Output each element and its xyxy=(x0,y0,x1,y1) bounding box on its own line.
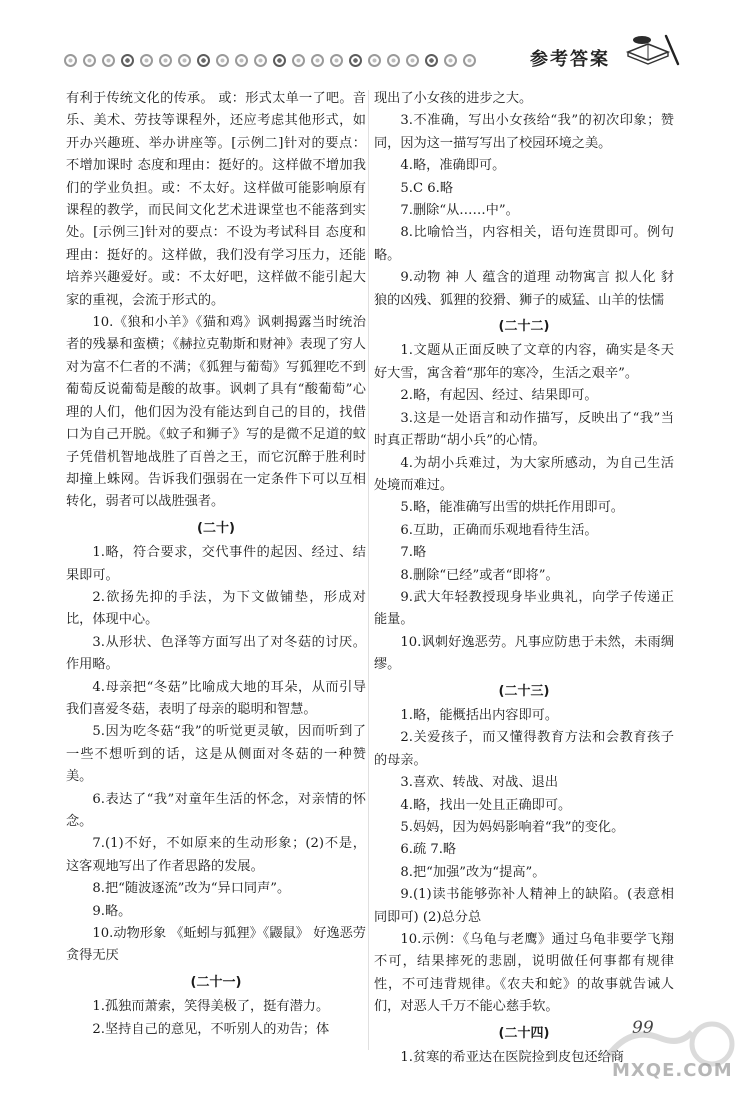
answer-paragraph: 8.删除“已经”或者“即将”。 xyxy=(400,567,559,583)
section-heading: (二十) xyxy=(197,520,235,536)
answer-paragraph: 4.母亲把“冬菇”比喻成大地的耳朵，从而引导我们喜爱冬菇，表明了母亲的聪明和智慧。 xyxy=(66,679,366,717)
answer-paragraph: 2.欲扬先抑的手法，为下文做铺垫，形成对比，体现中心。 xyxy=(66,589,366,628)
answer-paragraph: 9.动物 神 人 蕴含的道理 动物寓言 拟人化 豺狼的凶残、狐狸的狡猾、狮子的威猛、山羊的怯懦 xyxy=(374,270,674,308)
answer-paragraph: 3.从形状、色泽等方面写出了对冬菇的讨厌。作用略。 xyxy=(66,634,366,673)
left-answer-column xyxy=(66,88,366,1041)
decorative-dot-row xyxy=(64,50,504,70)
ornament-icon xyxy=(444,54,457,67)
ornament-icon xyxy=(102,54,115,67)
answer-paragraph: 8.把“随波逐流”改为“异口同声”。 xyxy=(92,881,291,897)
ornament-icon xyxy=(387,54,400,67)
answer-paragraph: 8.比喻恰当，内容相关，语句连贯即可。例句略。 xyxy=(374,225,674,263)
answer-paragraph: 5.C 6.略 xyxy=(400,180,454,196)
ornament-icon xyxy=(311,54,324,67)
answer-paragraph: 3.喜欢、转战、对战、退出 xyxy=(400,775,559,791)
answer-paragraph: 3.不准确，写出小女孩给“我”的初次印象；赞同，因为这一描写写出了校园环境之美。 xyxy=(374,113,674,151)
ornament-icon xyxy=(235,54,248,67)
ornament-icon xyxy=(330,54,343,67)
ornament-icon xyxy=(292,54,305,67)
ornament-icon xyxy=(159,54,172,67)
ornament-icon xyxy=(425,54,438,67)
answer-paragraph: 6.表达了“我”对童年生活的怀念，对亲情的怀念。 xyxy=(66,791,366,829)
section-heading: (二十一) xyxy=(190,974,242,990)
answer-paragraph: 6.互助，正确而乐观地看待生活。 xyxy=(400,522,598,538)
ornament-icon xyxy=(368,54,381,67)
answer-paragraph: 4.略，准确即可。 xyxy=(400,158,506,174)
answer-paragraph: 7.略 xyxy=(400,545,427,561)
answer-paragraph: 4.略，找出一处且正确即可。 xyxy=(400,797,572,813)
answer-paragraph: 有利于传统文化的传承。 或：形式太单一了吧。音乐、美术、劳技等课程外，还应考虑其他形式，如开办兴趣班、举办讲座等。[示例二]针对的要点：不增加课时 态度和理由：挺好的。这样做不增加我们的学业负担。或：不太好。这样做可能影响原有课程的教学，而民间文化艺术进课堂也不能落到实处。[示例三]针对的要点：不设为考试科目 态度和理由：挺好的。这样做，我们没有学习压力，还能培养兴趣爱好。或：不太好吧，这样做不能引起大家的重视，会流于形式的。 xyxy=(66,91,366,308)
answer-paragraph: 5.略，能准确写出雪的烘托作用即可。 xyxy=(400,500,624,516)
section-heading: (二十二) xyxy=(498,319,550,335)
answer-paragraph: 4.为胡小兵难过，为大家所感动，为自己生活处境而难过。 xyxy=(374,455,674,493)
column-divider xyxy=(368,90,369,1050)
ornament-icon xyxy=(349,54,362,67)
answer-paragraph: 3.这是一处语言和动作描写，反映出了“我”当时真正帮助“胡小兵”的心情。 xyxy=(374,410,674,449)
answer-paragraph: 5.因为吃冬菇“我”的听觉更灵敏，因而听到了一些不想听到的话，这是从侧面对冬菇的一种赞美。 xyxy=(66,724,366,785)
answer-paragraph: 9.武大年轻教授现身毕业典礼，向学子传递正能量。 xyxy=(374,589,674,628)
ornament-icon xyxy=(197,54,210,67)
ornament-icon xyxy=(178,54,191,67)
page-header xyxy=(0,0,750,90)
page-number: 99 xyxy=(632,1018,654,1038)
answer-paragraph: 1.略，符合要求，交代事件的起因、经过、结果即可。 xyxy=(66,545,366,583)
answer-paragraph: 10.《狼和小羊》《猫和鸡》讽刺揭露当时统治者的残暴和蛮横；《赫拉克勒斯和财神》表现了穷人对为富不仁者的不满；《狐狸与葡萄》写狐狸吃不到葡萄反说葡萄是酸的故事。讽刺了具有“酸葡萄”心理的人们，他们因为没有能达到自己的目的，找借口为自己开脱。《蚊子和狮子》写的是微不足道的蚊子凭借机智地战胜了百兽之王，而它沉醉于胜利时却撞上蛛网。告诉我们强弱在一定条件下可以互相转化，弱者可以战胜强者。 xyxy=(66,315,366,510)
book-and-pen-icon xyxy=(622,30,682,70)
answer-paragraph: 10.动物形象 《蚯蚓与狐狸》《鼹鼠》 好逸恶劳 贪得无厌 xyxy=(66,926,366,964)
ornament-icon xyxy=(64,54,77,67)
section-heading: (二十三) xyxy=(498,683,550,699)
ornament-icon xyxy=(406,54,419,67)
answer-paragraph: 7.删除“从……中”。 xyxy=(400,203,519,219)
ornament-icon xyxy=(83,54,96,67)
answer-paragraph: 9.(1)读书能够弥补人精神上的缺陷。(表意相同即可) (2)总分总 xyxy=(374,887,674,925)
answer-paragraph: 8.把“加强”改为“提高”。 xyxy=(400,864,546,880)
right-answer-column xyxy=(374,88,674,1069)
section-heading: (二十四) xyxy=(498,1025,550,1041)
answer-paragraph: 6.疏 7.略 xyxy=(400,842,457,858)
ornament-icon xyxy=(216,54,229,67)
answer-paragraph: 1.孤独而萧索，笑得美极了，挺有潜力。 xyxy=(92,999,330,1015)
answer-paragraph: 9.略。 xyxy=(92,903,132,919)
ornament-icon xyxy=(140,54,153,67)
answer-paragraph: 2.略，有起因、经过、结果即可。 xyxy=(400,388,598,404)
answer-paragraph: 1.略，能概括出内容即可。 xyxy=(400,707,559,723)
page-title: 参考答案 xyxy=(530,49,610,70)
answer-paragraph: 2.坚持自己的意见，不听别人的劝告；体 xyxy=(92,1021,330,1037)
answer-paragraph: 2.关爱孩子，而又懂得教育方法和会教育孩子的母亲。 xyxy=(374,730,674,768)
answer-paragraph: 10.讽刺好逸恶劳。凡事应防患于未然，未雨绸缪。 xyxy=(374,634,674,673)
answer-paragraph: 10.示例：《乌龟与老鹰》通过乌龟非要学飞翔不可，结果摔死的悲剧，说明做任何事都有规律性，不可违背规律。《农夫和蛇》的故事就告诫人们，对恶人千万不能心慈手软。 xyxy=(374,932,674,1015)
ornament-icon xyxy=(121,54,134,67)
answer-paragraph: 1.文题从正面反映了文章的内容，确实是冬天好大雪，寓含着“那年的寒冷，生活之艰辛”。 xyxy=(374,343,674,381)
answer-paragraph: 1.贫寒的希亚达在医院捡到皮包还给商 xyxy=(400,1050,624,1066)
watermark-text: MXQE.COM xyxy=(612,1060,733,1081)
answer-paragraph: 7.(1)不好，不如原来的生动形象；(2)不是，这客观地写出了作者思路的发展。 xyxy=(66,836,366,874)
ornament-icon xyxy=(273,54,286,67)
ornament-icon xyxy=(463,54,476,67)
ornament-icon xyxy=(254,54,267,67)
answer-paragraph: 5.妈妈，因为妈妈影响着“我”的变化。 xyxy=(400,820,625,835)
answer-paragraph: 现出了小女孩的进步之大。 xyxy=(374,91,533,106)
